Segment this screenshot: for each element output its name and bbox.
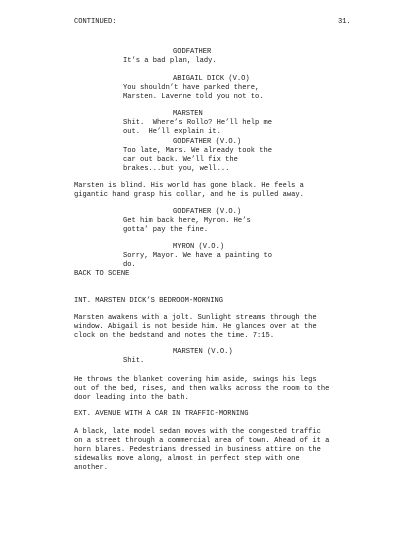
character-cue: MARSTEN — [173, 110, 203, 118]
character-cue: MYRON (V.O.) — [173, 243, 225, 251]
dialogue: Shit. — [123, 357, 145, 365]
dialogue: Sorry, Mayor. We have a painting to do. — [123, 252, 272, 270]
action-paragraph: Marsten awakens with a jolt. Sunlight streams through the window. Abigail is not beside him. He glances over at the clock on the bedstand and notes the time. 7:15. — [74, 314, 317, 341]
dialogue: Get him back here, Myron. He’s gotta’ pay the fine. — [123, 217, 251, 235]
scene-heading: INT. MARSTEN DICK’S BEDROOM-MORNING — [74, 297, 223, 305]
action-paragraph: A black, late model sedan moves with the congested traffic on a street through a commercial area of town. Ahead of it a horn blares. Pedestrians dressed in business attire on the sidewalks move along, almost in perfect step with one another. — [74, 428, 330, 473]
page-number: 31. — [338, 18, 351, 26]
dialogue: You shouldn’t have parked there, Marsten. Laverne told you not to. — [123, 84, 264, 102]
action-paragraph: Marsten is blind. His world has gone black. He feels a gigantic hand grasp his collar, and he is pulled away. — [74, 182, 304, 200]
scene-heading: EXT. AVENUE WITH A CAR IN TRAFFIC-MORNING — [74, 410, 249, 418]
character-cue: GODFATHER — [173, 48, 212, 56]
character-cue: ABIGAIL DICK (V.O) — [173, 75, 250, 83]
action-paragraph: He throws the blanket covering him aside, swings his legs out of the bed, rises, and then walks across the room to the door leading into the bath. — [74, 376, 330, 403]
character-cue: GODFATHER (V.O.) — [173, 208, 242, 216]
dialogue: It’s a bad plan, lady. — [123, 57, 217, 65]
transition: BACK TO SCENE — [74, 270, 130, 278]
continued-header: CONTINUED: — [74, 18, 117, 26]
dialogue: Too late, Mars. We already took the car out back. We’ll fix the brakes...but you, well... — [123, 147, 272, 174]
character-cue: MARSTEN (V.O.) — [173, 348, 233, 356]
character-cue: GODFATHER (V.O.) — [173, 138, 242, 146]
dialogue: Shit. Where’s Rollo? He’ll help me out. He’ll explain it. — [123, 119, 272, 137]
